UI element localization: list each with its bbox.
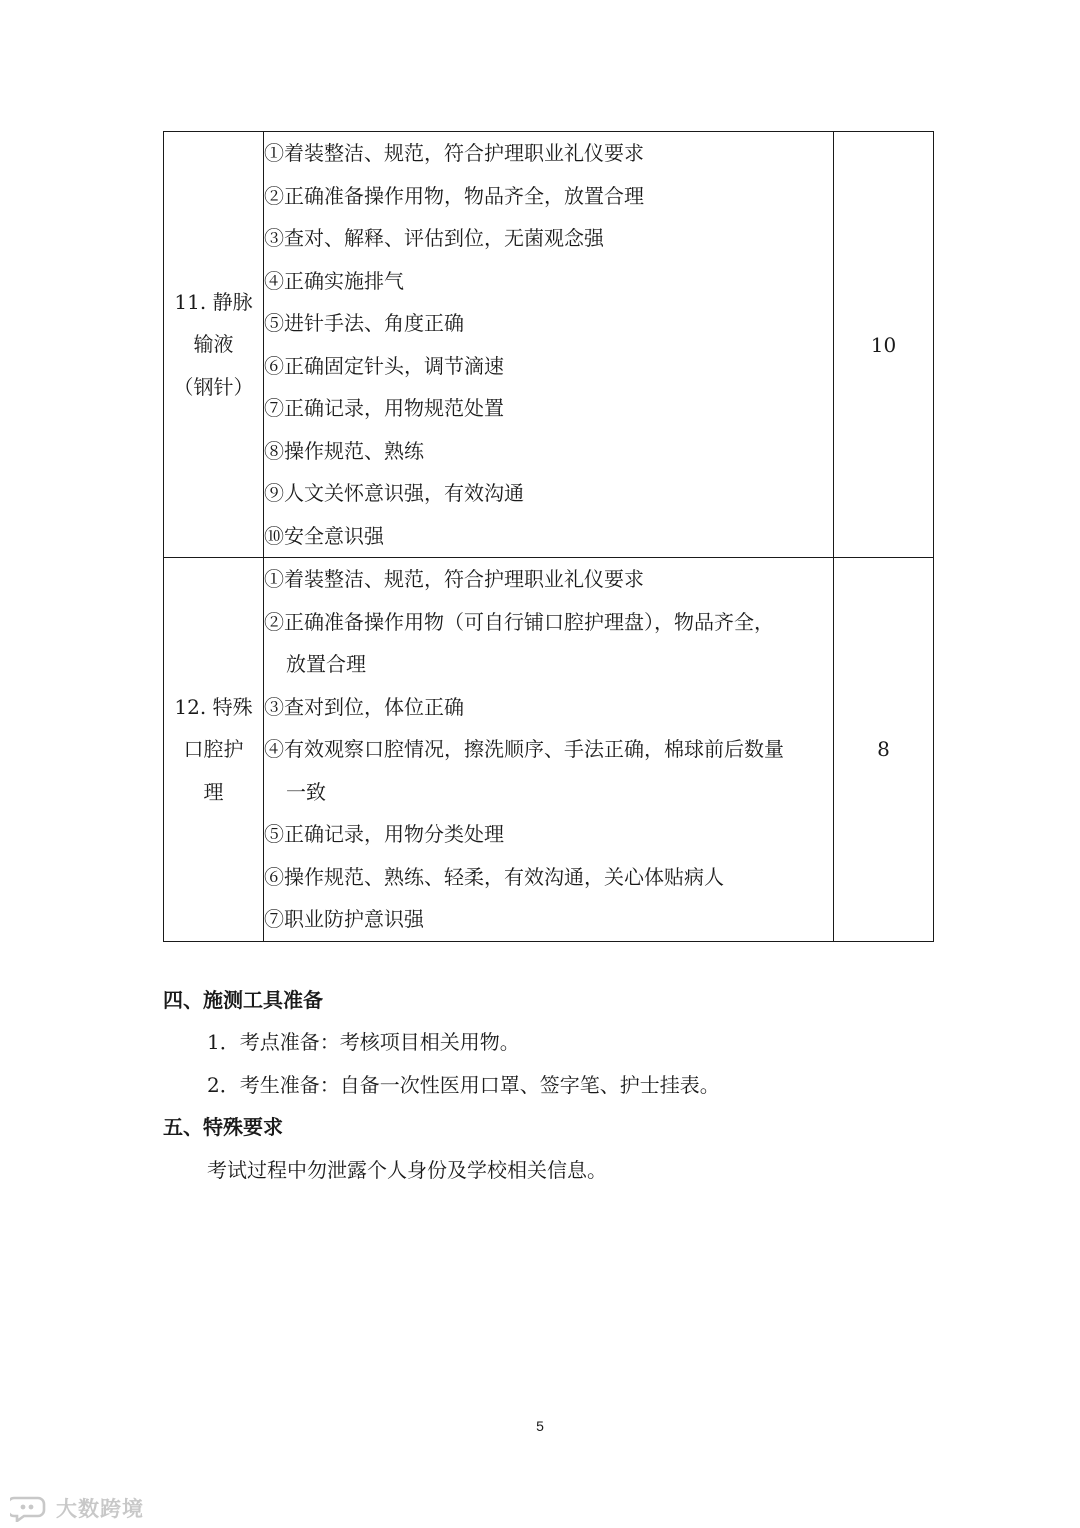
criteria-item: ②正确准备操作用物（可自行铺口腔护理盘），物品齐全，: [264, 609, 774, 634]
project-name-line: 口腔护: [183, 737, 244, 761]
watermark-text: 大数跨境: [56, 1497, 144, 1521]
assessment-table-body: [164, 132, 934, 942]
project-name-line: 输液: [193, 332, 234, 357]
criteria-item: ⑤进针手法、角度正确: [264, 311, 464, 335]
section-4-item-2: 2．考生准备：自备一次性医用口罩、签字笔、护士挂表。: [207, 1073, 720, 1097]
criteria-item: ④正确实施排气: [264, 268, 404, 293]
section-4-item-1: 1．考点准备：考核项目相关用物。: [207, 1030, 520, 1054]
score-cell: 8: [834, 558, 934, 942]
section-5-title: 五、特殊要求: [163, 1115, 283, 1139]
criteria-item: ⑩安全意识强: [264, 523, 384, 548]
criteria-item: ①着装整洁、规范，符合护理职业礼仪要求: [264, 567, 644, 591]
criteria-item: ⑦正确记录，用物规范处置: [264, 396, 504, 420]
watermark: [10, 1493, 144, 1523]
project-name-line: （钢针）: [173, 374, 254, 399]
criteria-item: 一致: [286, 779, 326, 804]
score-cell: 10: [834, 132, 934, 558]
criteria-item: ⑥操作规范、熟练、轻柔，有效沟通，关心体贴病人: [264, 864, 724, 889]
project-name-line: 理: [203, 779, 224, 804]
table-row: [164, 558, 934, 942]
criteria-item: 放置合理: [286, 652, 366, 676]
criteria-item: ⑦职业防护意识强: [264, 907, 424, 931]
table-row: [164, 132, 934, 558]
assessment-table: [163, 131, 934, 942]
project-name-cell: [164, 132, 264, 558]
criteria-item: ⑧操作规范、熟练: [264, 438, 424, 463]
page-number: 5: [536, 1418, 544, 1434]
criteria-item: ⑥正确固定针头，调节滴速: [264, 353, 504, 378]
criteria-item: ②正确准备操作用物，物品齐全，放置合理: [264, 183, 644, 208]
criteria-cell: [264, 558, 834, 942]
speech-bubble-logo-icon: [10, 1494, 50, 1522]
section-4-title: 四、施测工具准备: [163, 988, 323, 1012]
criteria-item: ⑨人文关怀意识强，有效沟通: [264, 481, 524, 505]
project-name-line: 11. 静脉: [174, 289, 253, 314]
criteria-item: ⑤正确记录，用物分类处理: [264, 822, 504, 846]
criteria-item: ④有效观察口腔情况，擦洗顺序、手法正确，棉球前后数量: [264, 737, 784, 761]
criteria-item: ①着装整洁、规范，符合护理职业礼仪要求: [264, 141, 644, 165]
section-5-text: 考试过程中勿泄露个人身份及学校相关信息。: [207, 1158, 607, 1182]
project-name-cell: [164, 558, 264, 942]
criteria-cell: [264, 132, 834, 558]
criteria-item: ③查对、解释、评估到位，无菌观念强: [264, 226, 604, 250]
criteria-item: ③查对到位，体位正确: [264, 694, 464, 719]
project-name-line: 12. 特殊: [174, 694, 253, 719]
